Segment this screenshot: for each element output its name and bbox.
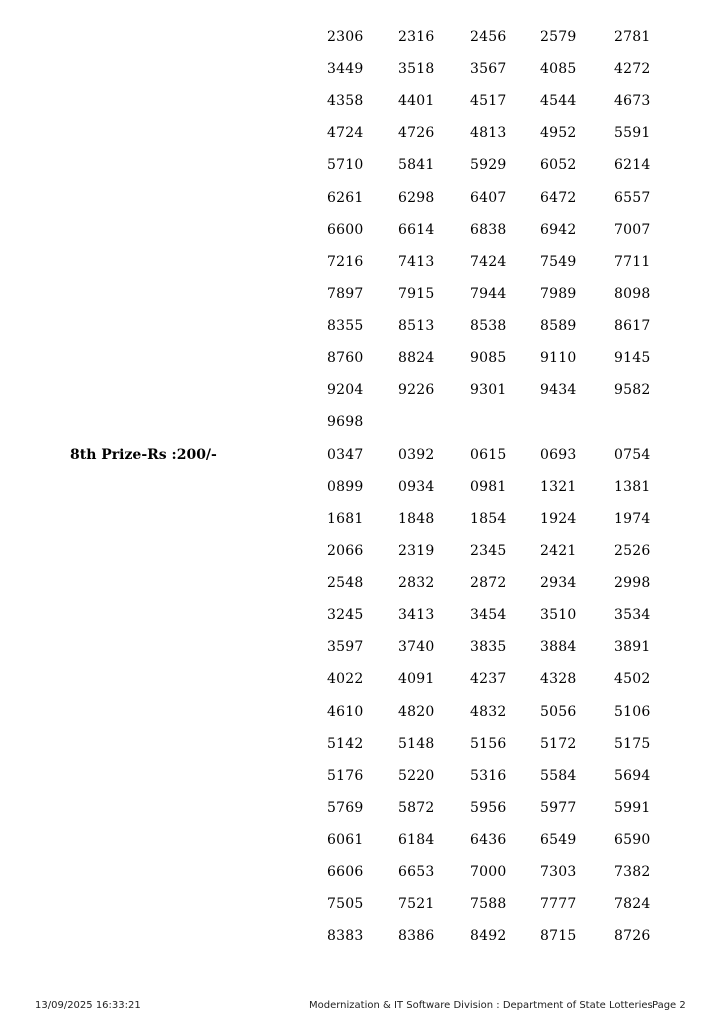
number-row <box>0 760 724 792</box>
number-row <box>0 21 724 53</box>
ticket-number: 4328 <box>540 671 577 688</box>
ticket-number: 8589 <box>540 318 577 335</box>
ticket-number: 2579 <box>540 29 577 45</box>
ticket-number: 5175 <box>614 735 651 752</box>
ticket-number: 7000 <box>470 864 507 881</box>
ticket-number: 8386 <box>398 928 435 945</box>
ticket-number: 1381 <box>614 478 651 495</box>
ticket-number: 3413 <box>398 607 435 624</box>
ticket-number: 4610 <box>327 703 364 720</box>
ticket-number: 4091 <box>398 671 435 688</box>
number-row <box>0 342 724 374</box>
ticket-number: 7216 <box>327 253 364 270</box>
ticket-number: 3449 <box>327 61 364 78</box>
number-row <box>0 567 724 599</box>
ticket-number: 9698 <box>327 414 364 431</box>
ticket-number: 8824 <box>398 350 435 367</box>
ticket-number: 4544 <box>540 93 577 110</box>
ticket-number: 9226 <box>398 382 435 399</box>
ticket-number: 2345 <box>470 542 507 559</box>
ticket-number: 5841 <box>398 157 435 174</box>
ticket-number: 6214 <box>614 157 651 174</box>
ticket-number: 3835 <box>470 639 507 656</box>
ticket-number: 8492 <box>470 928 507 945</box>
number-row <box>0 728 724 760</box>
ticket-number: 7505 <box>327 896 364 913</box>
ticket-number: 0899 <box>327 478 364 495</box>
ticket-number: 8715 <box>540 928 577 945</box>
number-row <box>0 149 724 181</box>
footer-page-number: Page 2 <box>652 1000 686 1011</box>
ticket-number: 2306 <box>327 29 364 45</box>
number-row <box>0 471 724 503</box>
ticket-number: 5176 <box>327 767 364 784</box>
ticket-number: 7989 <box>540 285 577 302</box>
ticket-number: 6653 <box>398 864 435 881</box>
ticket-number: 2872 <box>470 575 507 592</box>
ticket-number: 8760 <box>327 350 364 367</box>
ticket-number: 4813 <box>470 125 507 142</box>
ticket-number: 8098 <box>614 285 651 302</box>
ticket-number: 6590 <box>614 832 651 848</box>
ticket-number: 5056 <box>540 703 577 720</box>
ticket-number: 4272 <box>614 61 651 78</box>
ticket-number: 4820 <box>398 703 435 720</box>
ticket-number: 5977 <box>540 799 577 816</box>
ticket-number: 0934 <box>398 478 435 495</box>
ticket-number: 9145 <box>614 350 651 367</box>
ticket-number: 7303 <box>540 864 577 881</box>
ticket-number: 4085 <box>540 61 577 78</box>
ticket-number: 9204 <box>327 382 364 399</box>
ticket-number: 5591 <box>614 125 651 142</box>
number-row <box>0 599 724 631</box>
number-row <box>0 439 724 471</box>
ticket-number: 5156 <box>470 735 507 752</box>
number-row <box>0 246 724 278</box>
footer-timestamp: 13/09/2025 16:33:21 <box>35 1000 141 1011</box>
number-row <box>0 374 724 406</box>
ticket-number: 6614 <box>398 221 435 238</box>
ticket-number: 4401 <box>398 93 435 110</box>
ticket-number: 4832 <box>470 703 507 720</box>
ticket-number: 5220 <box>398 767 435 784</box>
number-row <box>0 182 724 214</box>
ticket-number: 6184 <box>398 832 435 848</box>
ticket-number: 7588 <box>470 896 507 913</box>
ticket-number: 6298 <box>398 189 435 206</box>
prize-label: 8th Prize-Rs :200/- <box>70 446 217 463</box>
ticket-number: 9434 <box>540 382 577 399</box>
ticket-number: 8617 <box>614 318 651 335</box>
ticket-number: 9301 <box>470 382 507 399</box>
ticket-number: 5710 <box>327 157 364 174</box>
ticket-number: 8538 <box>470 318 507 335</box>
ticket-number: 2781 <box>614 29 651 45</box>
ticket-number: 4673 <box>614 93 651 110</box>
ticket-number: 2526 <box>614 542 651 559</box>
ticket-number: 7897 <box>327 285 364 302</box>
ticket-number: 3534 <box>614 607 651 624</box>
ticket-number: 0615 <box>470 446 507 463</box>
ticket-number: 6600 <box>327 221 364 238</box>
ticket-number: 5148 <box>398 735 435 752</box>
number-row <box>0 278 724 310</box>
ticket-number: 1321 <box>540 478 577 495</box>
number-row <box>0 696 724 728</box>
ticket-number: 3891 <box>614 639 651 656</box>
ticket-number: 4358 <box>327 93 364 110</box>
ticket-number: 8726 <box>614 928 651 945</box>
ticket-number: 5106 <box>614 703 651 720</box>
ticket-number: 8513 <box>398 318 435 335</box>
ticket-number: 4237 <box>470 671 507 688</box>
number-row <box>0 663 724 695</box>
ticket-number: 3510 <box>540 607 577 624</box>
ticket-number: 7413 <box>398 253 435 270</box>
number-row <box>0 792 724 824</box>
ticket-number: 4022 <box>327 671 364 688</box>
ticket-number: 2421 <box>540 542 577 559</box>
ticket-number: 5872 <box>398 799 435 816</box>
ticket-number: 3567 <box>470 61 507 78</box>
ticket-number: 5142 <box>327 735 364 752</box>
ticket-number: 1681 <box>327 510 364 527</box>
ticket-number: 9582 <box>614 382 651 399</box>
ticket-number: 5172 <box>540 735 577 752</box>
ticket-number: 7549 <box>540 253 577 270</box>
number-row <box>0 631 724 663</box>
ticket-number: 7424 <box>470 253 507 270</box>
ticket-number: 7711 <box>614 253 651 270</box>
ticket-number: 0754 <box>614 446 651 463</box>
ticket-number: 6557 <box>614 189 651 206</box>
number-row <box>0 53 724 85</box>
ticket-number: 5991 <box>614 799 651 816</box>
ticket-number: 3884 <box>540 639 577 656</box>
ticket-number: 3518 <box>398 61 435 78</box>
ticket-number: 2998 <box>614 575 651 592</box>
ticket-number: 1854 <box>470 510 507 527</box>
ticket-number: 6942 <box>540 221 577 238</box>
ticket-number: 2456 <box>470 29 507 45</box>
number-row <box>0 856 724 888</box>
ticket-number: 2319 <box>398 542 435 559</box>
ticket-number: 1848 <box>398 510 435 527</box>
ticket-number: 8383 <box>327 928 364 945</box>
ticket-number: 2316 <box>398 29 435 45</box>
ticket-number: 7915 <box>398 285 435 302</box>
ticket-number: 7777 <box>540 896 577 913</box>
ticket-number: 6838 <box>470 221 507 238</box>
ticket-number: 2548 <box>327 575 364 592</box>
ticket-number: 0392 <box>398 446 435 463</box>
number-row <box>0 888 724 920</box>
ticket-number: 3597 <box>327 639 364 656</box>
ticket-number: 5316 <box>470 767 507 784</box>
number-row <box>0 214 724 246</box>
number-row <box>0 824 724 856</box>
ticket-number: 9085 <box>470 350 507 367</box>
ticket-number: 4502 <box>614 671 651 688</box>
ticket-number: 2832 <box>398 575 435 592</box>
ticket-number: 7382 <box>614 864 651 881</box>
ticket-number: 8355 <box>327 318 364 335</box>
ticket-number: 6472 <box>540 189 577 206</box>
ticket-number: 5956 <box>470 799 507 816</box>
ticket-number: 6407 <box>470 189 507 206</box>
number-row <box>0 310 724 342</box>
ticket-number: 5769 <box>327 799 364 816</box>
ticket-number: 9110 <box>540 350 577 367</box>
ticket-number: 6052 <box>540 157 577 174</box>
ticket-number: 4517 <box>470 93 507 110</box>
ticket-number: 3454 <box>470 607 507 624</box>
ticket-number: 4952 <box>540 125 577 142</box>
number-row <box>0 85 724 117</box>
ticket-number: 6261 <box>327 189 364 206</box>
ticket-number: 2066 <box>327 542 364 559</box>
ticket-number: 1924 <box>540 510 577 527</box>
ticket-number: 0693 <box>540 446 577 463</box>
ticket-number: 0347 <box>327 446 364 463</box>
ticket-number: 6436 <box>470 832 507 848</box>
ticket-number: 0981 <box>470 478 507 495</box>
footer-division: Modernization & IT Software Division : Department of State Lotteries <box>309 1000 653 1011</box>
number-row <box>0 535 724 567</box>
ticket-number: 7824 <box>614 896 651 913</box>
ticket-number: 2934 <box>540 575 577 592</box>
ticket-number: 7944 <box>470 285 507 302</box>
ticket-number: 7521 <box>398 896 435 913</box>
ticket-number: 4724 <box>327 125 364 142</box>
ticket-number: 6606 <box>327 864 364 881</box>
ticket-number: 7007 <box>614 221 651 238</box>
number-row <box>0 503 724 535</box>
number-row <box>0 117 724 149</box>
ticket-number: 5929 <box>470 157 507 174</box>
ticket-number: 5584 <box>540 767 577 784</box>
ticket-number: 4726 <box>398 125 435 142</box>
number-row <box>0 920 724 952</box>
ticket-number: 6549 <box>540 832 577 848</box>
ticket-number: 5694 <box>614 767 651 784</box>
ticket-number: 3740 <box>398 639 435 656</box>
ticket-number: 6061 <box>327 832 364 848</box>
number-row <box>0 406 724 438</box>
ticket-number: 3245 <box>327 607 364 624</box>
ticket-number: 1974 <box>614 510 651 527</box>
